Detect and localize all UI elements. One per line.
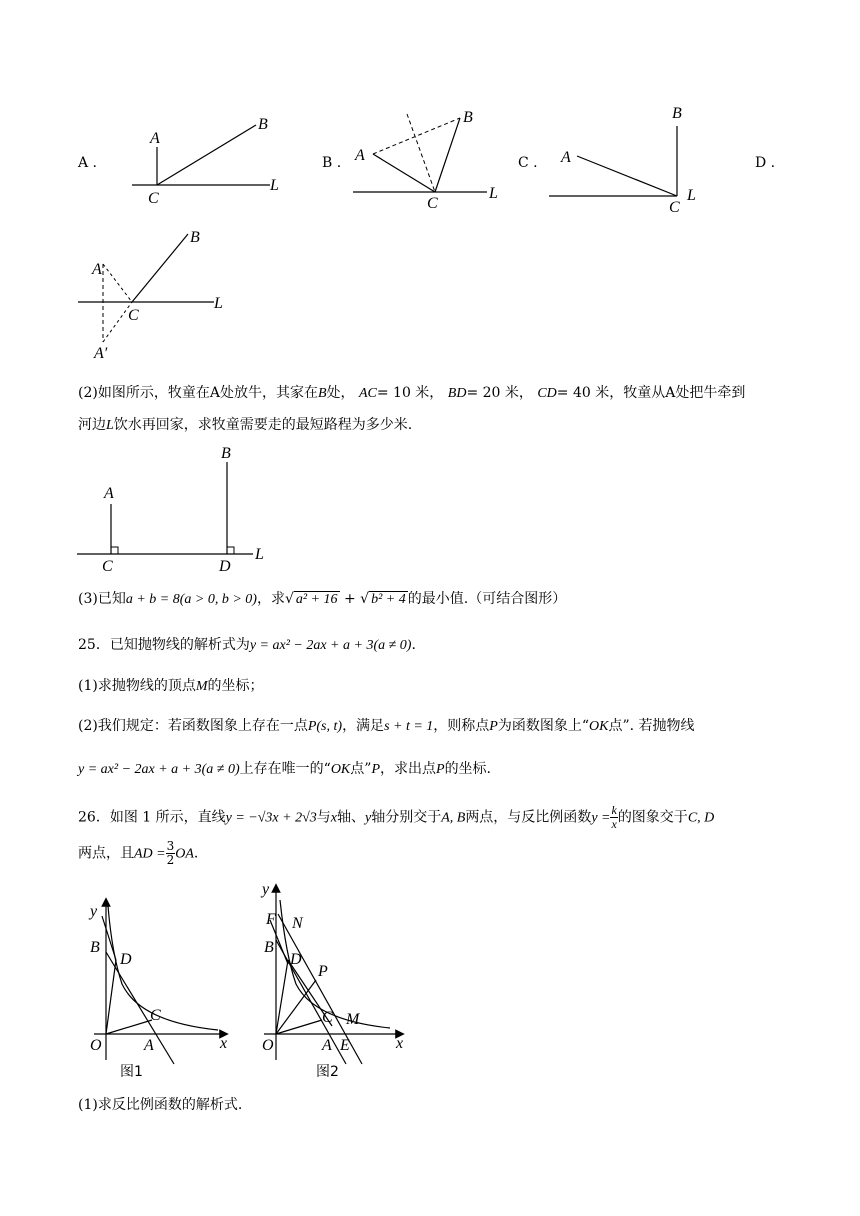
q26-line1: 26．如图 1 所示，直线y = −√3x + 2√3与x轴、y轴分别交于A, B两点，与反比例函数y = $\frac{k}{x}$ 的图象交于C, D (78, 803, 715, 831)
svg-text:C: C (128, 307, 139, 324)
svg-text:x: x (396, 1035, 404, 1052)
q25-part2-line2: y = ax² − 2ax + a + 3(a ≠ 0)上存在唯一的“OK点”P，求出点P的坐标. (78, 761, 492, 777)
option-d-figure (78, 224, 258, 364)
svg-text:E: E (340, 1037, 350, 1054)
svg-text:L: L (489, 185, 498, 202)
svg-text:y: y (262, 881, 270, 898)
svg-text:A: A (355, 147, 365, 164)
svg-text:A′: A′ (94, 345, 108, 362)
option-c-figure (545, 100, 715, 218)
fig-a-label-B: B (258, 116, 268, 133)
q24-2-line1: (2)如图所示，牧童在A处放牛，其家在B处， AC= 10 米， BD= 20 米， CD= 40 米，牧童从A处把牛牵到 (78, 385, 746, 401)
figure-2-caption: 图2 (316, 1064, 339, 1080)
svg-text:B: B (190, 229, 200, 246)
svg-text:A: A (322, 1037, 332, 1054)
svg-text:L: L (687, 187, 696, 204)
svg-text:B: B (264, 939, 274, 956)
svg-text:F: F (266, 911, 276, 928)
q25-part2-line1: (2)我们规定：若函数图象上存在一点P(s, t)，满足s + t = 1，则称点P为函数图象上“OK点”. 若抛物线 (78, 718, 695, 734)
svg-text:B: B (90, 939, 100, 956)
svg-text:C: C (427, 195, 438, 212)
svg-text:D: D (290, 951, 302, 968)
option-c-label: C . (518, 155, 538, 171)
svg-text:O: O (262, 1037, 274, 1054)
q24-3-text: (3)已知a + b = 8(a > 0, b > 0)，求√ a² + 16 + √ b² + 4 的最小值.（可结合图形） (78, 591, 567, 607)
figure-1-caption: 图1 (120, 1064, 143, 1080)
option-a-figure (120, 105, 290, 215)
option-d-label: D . (755, 155, 776, 171)
fig-a-label-A: A (150, 130, 160, 147)
option-a-label: A . (78, 155, 98, 171)
svg-text:B: B (463, 109, 473, 126)
svg-text:C: C (322, 1009, 333, 1026)
svg-text:A: A (144, 1037, 154, 1054)
svg-text:L: L (214, 295, 223, 312)
q26-line2: 两点，且AD = $\frac{3}{2}$ OA. (78, 839, 199, 867)
svg-text:C: C (102, 558, 113, 575)
svg-text:N: N (292, 915, 303, 932)
q25-stem: 25．已知抛物线的解析式为y = ax² − 2ax + a + 3(a ≠ 0). (78, 637, 416, 653)
svg-text:C: C (669, 199, 680, 216)
q26-figure-2 (250, 880, 420, 1084)
fig-a-label-L: L (270, 177, 279, 194)
svg-text:B: B (221, 445, 231, 462)
svg-text:D: D (219, 558, 231, 575)
svg-text:A: A (92, 261, 102, 278)
option-b-label: B . (322, 155, 342, 171)
q26-figure-1 (78, 888, 238, 1084)
svg-text:A: A (104, 485, 114, 502)
q24-2-line2: 河边L饮水再回家，求牧童需要走的最短路程为多少米. (78, 417, 413, 433)
q25-part1: (1)求抛物线的顶点M的坐标； (78, 678, 264, 694)
svg-text:C: C (150, 1007, 161, 1024)
svg-text:x: x (220, 1035, 228, 1052)
q26-part1: (1)求反比例函数的解析式. (78, 1097, 243, 1113)
q24-2-figure (75, 440, 275, 575)
fig-a-label-C: C (148, 190, 159, 207)
svg-text:L: L (255, 546, 264, 563)
svg-text:D: D (120, 951, 132, 968)
svg-text:A: A (561, 149, 571, 166)
svg-text:O: O (90, 1037, 102, 1054)
svg-text:M: M (346, 1011, 360, 1028)
svg-text:P: P (318, 963, 328, 980)
svg-text:y: y (90, 903, 98, 920)
option-b-figure (345, 100, 515, 215)
svg-text:B: B (672, 105, 682, 122)
